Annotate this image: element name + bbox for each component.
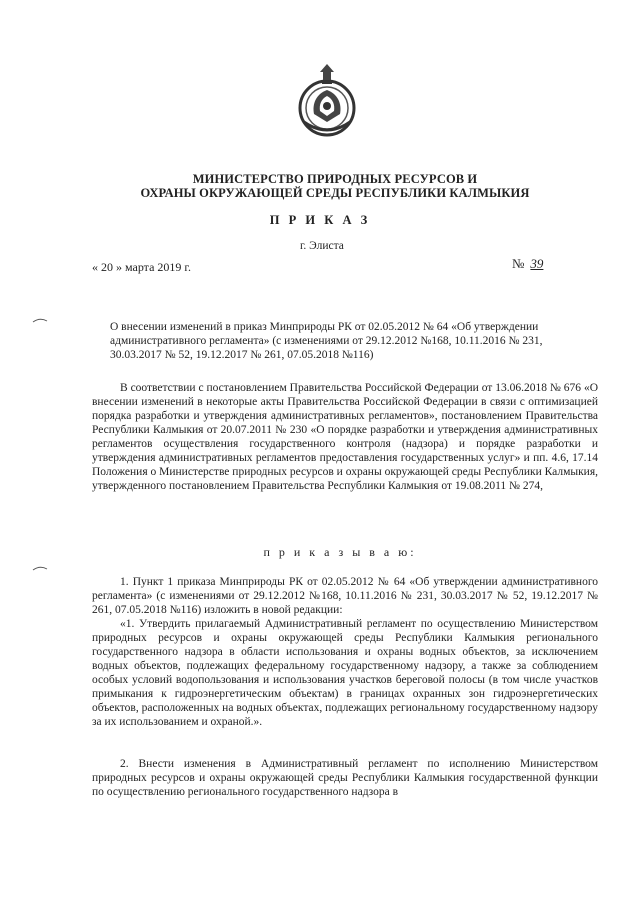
order-number — [512, 256, 543, 272]
order-date: « 20 » марта 2019 г. — [92, 260, 191, 274]
coat-of-arms-emblem — [296, 62, 358, 142]
city: г. Элиста — [300, 240, 344, 252]
point-2: 2. Внести изменения в Административный регламент по исполнению Министерством природных ресурсов и охраны окружающей среды Республики Калмыкия государственной функции по осуществлению регионального государственного надзора в — [92, 758, 598, 798]
ministry-name — [100, 172, 570, 200]
order-number-label: № — [512, 256, 525, 271]
preamble-paragraph: В соответствии с постановлением Правительства Российской Федерации от 13.06.2018 № 676 «О внесении изменений в некоторые акты Правительства Российской Федерации в связи с оптимизацией порядка разработки и утверждения административных регламентов», постановлением Правительства Республики Калмыкия от 20.07.2011 № 230 «О порядке разработки и утверждения административных регламентов осуществления государственного контроля (надзора) и порядке разработки и утверждения административных регламентов предоставления государственных услуг» и пп. 4.6, 17.14 Положения о Министерстве природных ресурсов и охраны окружающей среды Республики Калмыкия, утвержденного постановлением Правительства Республики Калмыкия от 19.08.2011 № 274, — [92, 382, 598, 492]
ministry-line-1: МИНИСТЕРСТВО ПРИРОДНЫХ РЕСУРСОВ И — [192, 172, 478, 186]
ministry-line-2: ОХРАНЫ ОКРУЖАЮЩЕЙ СРЕДЫ РЕСПУБЛИКИ КАЛМЫКИЯ — [140, 186, 530, 200]
order-number-value: 39 — [530, 256, 544, 271]
point-1: 1. Пункт 1 приказа Минприроды РК от 02.05.2012 № 64 «Об утверждении административного регламента» (с изменениями от 29.12.2012 №168, 10.11.2016 № 231, 30.03.2017 № 52, 19.12.2017 № 261, 07.05.2018 №116) изложить в новой редакции: — [92, 576, 598, 616]
punch-mark-icon — [32, 565, 48, 571]
document-type-title: П Р И К А З — [269, 213, 371, 227]
order-directive: п р и к а з ы в а ю: — [263, 545, 417, 559]
point-1-new-wording: «1. Утвердить прилагаемый Административный регламент по осуществлению Министерством природных ресурсов и охраны окружающей среды Республики Калмыкия регионального государственного надзора в области использования и охраны водных объектов, за исключением водных объектов, подлежащих федеральному государственному надзору, а также за соблюдением особых условий водопользования и использования участков береговой полосы (в том числе участков примыкания к гидроэнергетическим объектам) в границах охранных зон гидроэнергетических объектов, расположенных на водных объектах, подлежащих региональному государственному надзору за их использованием и охраной.». — [92, 618, 598, 728]
order-subject: О внесении изменений в приказ Минприроды РК от 02.05.2012 № 64 «Об утверждении административного регламента» (с изменениями от 29.12.2012 №168, 10.11.2016 № 231, 30.03.2017 № 52, 19.12.2017 № 261, 07.05.2018 №116) — [110, 321, 543, 361]
punch-mark-icon — [32, 317, 48, 323]
